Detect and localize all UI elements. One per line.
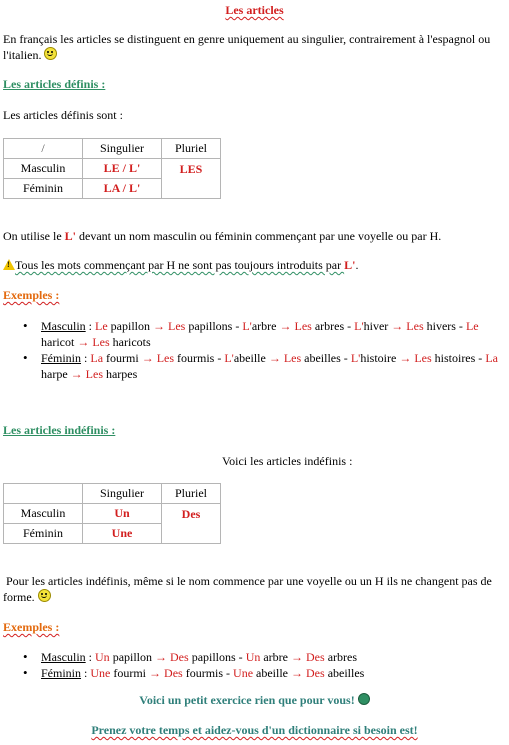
col-header-singular: Singulier: [83, 484, 162, 504]
col-header-singular: Singulier: [83, 139, 162, 159]
cell-plural: Des: [162, 504, 221, 544]
list-item: • Féminin : La fourmi → Les fourmis - L'abeille → Les abeilles - L'histoire → Les histoires - La harpe → Les harpes: [3, 350, 508, 382]
closing-line: Prenez votre temps et aidez-vous d'un dictionnaire si besoin est!: [91, 723, 418, 737]
list-item: • Masculin : Un papillon → Des papillons - Un arbre → Des arbres: [3, 649, 508, 665]
col-header-plural: Pluriel: [162, 484, 221, 504]
intro-paragraph: En français les articles se distinguent en genre uniquement au singulier, contrairement à l'espagnol ou l'italien.: [3, 32, 491, 62]
row-header-masculine: Masculin: [4, 504, 83, 524]
list-item: • Féminin : Une fourmi → Des fourmis - Une abeille → Des abeilles: [3, 665, 508, 681]
examples-heading-defined: Exemples :: [3, 288, 60, 302]
h-warning-note: !Tous les mots commençant par H ne sont pas toujours introduits par L'.: [3, 258, 358, 273]
defined-articles-heading: Les articles définis :: [3, 77, 106, 91]
examples-heading-indefinite: Exemples :: [3, 620, 60, 634]
list-item: • Masculin : Le papillon → Les papillons - L'arbre → Les arbres - L'hiver → Les hivers - Le haricot → Les haricots: [3, 318, 508, 350]
cell-fem-singular: Une: [83, 524, 162, 544]
row-header-feminine: Féminin: [4, 179, 83, 199]
globe-icon: [358, 693, 370, 705]
elision-note: On utilise le L' devant un nom masculin ou féminin commençant par une voyelle ou par H.: [3, 229, 442, 243]
cell-masc-singular: LE / L': [83, 159, 162, 179]
table-corner: [4, 484, 83, 504]
table-corner: /: [4, 139, 83, 159]
row-header-feminine: Féminin: [4, 524, 83, 544]
exercise-line: Voici un petit exercice rien que pour vous!: [139, 693, 355, 707]
defined-examples-list: [3, 318, 508, 382]
cell-masc-singular: Un: [83, 504, 162, 524]
row-header-masculine: Masculin: [4, 159, 83, 179]
defined-articles-table: [3, 138, 221, 199]
indefinite-articles-heading: Les articles indéfinis :: [3, 423, 116, 437]
smiley-icon: [44, 47, 57, 60]
indefinite-articles-table: [3, 483, 221, 544]
defined-articles-lead: Les articles définis sont :: [3, 108, 123, 122]
smiley-icon: [38, 589, 51, 602]
page-title: Les articles: [225, 3, 284, 17]
cell-plural: LES: [162, 159, 221, 199]
col-header-plural: Pluriel: [162, 139, 221, 159]
indefinite-examples-list: [3, 649, 508, 681]
indefinite-articles-lead: Voici les articles indéfinis :: [222, 454, 353, 468]
indefinite-note: Pour les articles indéfinis, même si le nom commence par une voyelle ou un H ils ne changent pas de forme.: [3, 574, 492, 604]
warning-icon: [3, 259, 15, 270]
cell-fem-singular: LA / L': [83, 179, 162, 199]
